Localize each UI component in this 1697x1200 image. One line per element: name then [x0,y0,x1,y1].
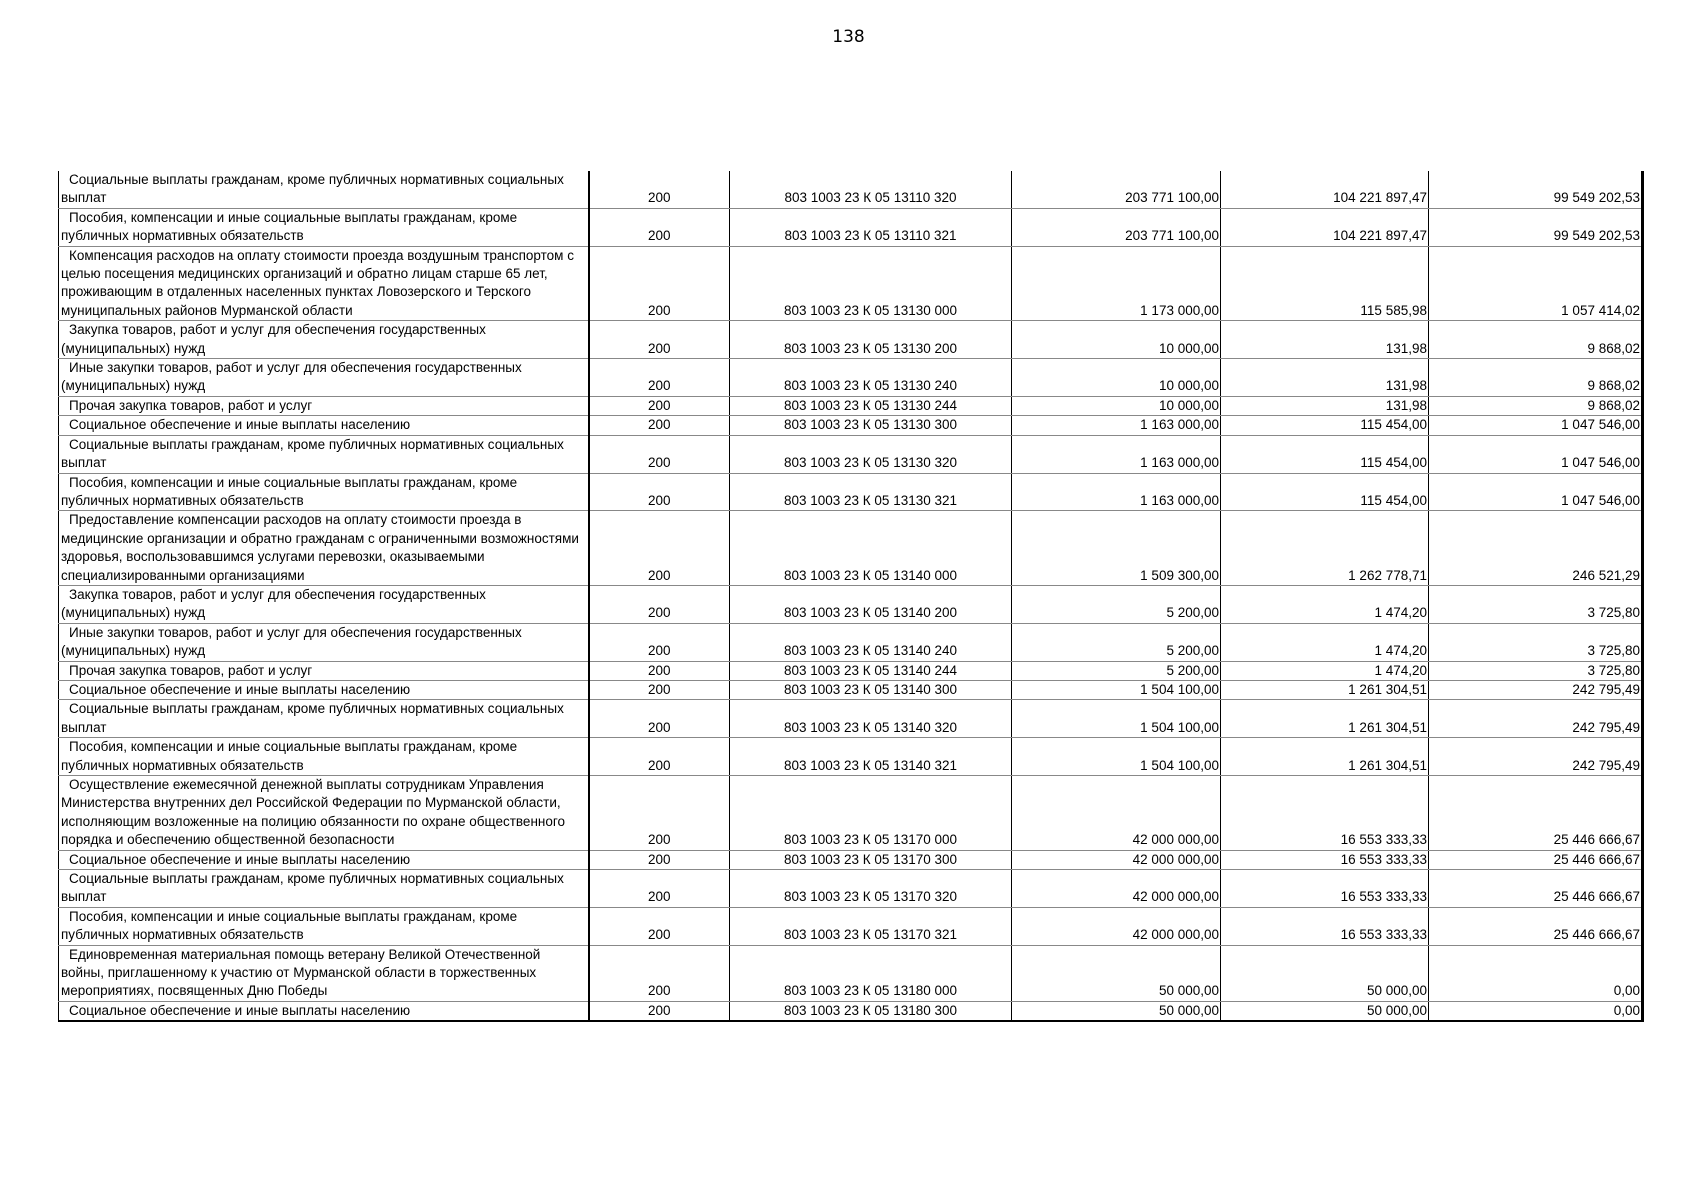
budget-classification-code-cell: 803 1003 23 К 05 13130 000 [730,246,1012,321]
executed-amount-cell: 1 261 304,51 [1221,738,1429,776]
line-code-cell: 200 [589,208,730,246]
approved-amount-cell: 1 504 100,00 [1012,700,1221,738]
line-code-cell: 200 [589,359,730,397]
approved-amount-cell: 203 771 100,00 [1012,171,1221,208]
approved-amount-cell: 10 000,00 [1012,321,1221,359]
unexecuted-amount-cell: 3 725,80 [1429,623,1643,661]
table-body [59,171,1643,1021]
expense-name: Пособия, компенсации и иные социальные выплаты гражданам, кроме публичных нормативных обязательств [61,474,518,508]
executed-amount-cell: 131,98 [1221,396,1429,415]
expense-name: Социальные выплаты гражданам, кроме публичных нормативных социальных выплат [61,436,564,471]
executed-amount-cell: 50 000,00 [1221,945,1429,1001]
expense-name: Прочая закупка товаров, работ и услуг [69,397,313,413]
budget-classification-code-cell: 803 1003 23 К 05 13170 321 [730,907,1012,945]
expense-name-cell [59,171,589,208]
executed-amount-cell: 1 262 778,71 [1221,511,1429,586]
expense-name: Предоставление компенсации расходов на оплату стоимости проезда в медицинские организации и обратно гражданам с ограниченными возможностями здоровья, воспользовавшимся услугами перевозки, оказываемыми специализированными организациями [61,512,579,583]
expense-name-cell [59,396,589,415]
table-row [59,661,1643,680]
line-code-cell: 200 [589,435,730,473]
expense-name-cell [59,585,589,623]
table-row [59,511,1643,586]
executed-amount-cell: 16 553 333,33 [1221,776,1429,851]
table-row [59,321,1643,359]
expense-name: Социальные выплаты гражданам, кроме публичных нормативных социальных выплат [61,172,564,206]
budget-classification-code-cell: 803 1003 23 К 05 13170 320 [730,870,1012,908]
approved-amount-cell: 42 000 000,00 [1012,776,1221,851]
unexecuted-amount-cell: 1 047 546,00 [1429,473,1643,511]
budget-classification-code-cell: 803 1003 23 К 05 13110 320 [730,171,1012,208]
expense-name: Единовременная материальная помощь ветерану Великой Отечественной войны, приглашенному к участию от Мурманской области в торжественных мероприятиях, посвященных Дню Победы [61,946,541,999]
unexecuted-amount-cell: 1 057 414,02 [1429,246,1643,321]
approved-amount-cell: 42 000 000,00 [1012,850,1221,869]
line-code-cell: 200 [589,680,730,699]
executed-amount-cell: 115 454,00 [1221,416,1429,435]
unexecuted-amount-cell: 25 446 666,67 [1429,776,1643,851]
unexecuted-amount-cell: 25 446 666,67 [1429,907,1643,945]
budget-classification-code-cell: 803 1003 23 К 05 13110 321 [730,208,1012,246]
approved-amount-cell: 1 163 000,00 [1012,435,1221,473]
approved-amount-cell: 5 200,00 [1012,661,1221,680]
expense-name-cell [59,850,589,869]
executed-amount-cell: 16 553 333,33 [1221,850,1429,869]
approved-amount-cell: 42 000 000,00 [1012,870,1221,908]
table-row [59,907,1643,945]
table-row [59,396,1643,415]
table-row [59,623,1643,661]
unexecuted-amount-cell: 3 725,80 [1429,585,1643,623]
unexecuted-amount-cell: 1 047 546,00 [1429,435,1643,473]
executed-amount-cell: 104 221 897,47 [1221,208,1429,246]
table-row [59,171,1643,208]
expense-name: Иные закупки товаров, работ и услуг для обеспечения государственных (муниципальных) нужд [61,360,522,394]
executed-amount-cell: 1 261 304,51 [1221,700,1429,738]
approved-amount-cell: 1 504 100,00 [1012,738,1221,776]
expense-name: Закупка товаров, работ и услуг для обеспечения государственных (муниципальных) нужд [61,586,486,621]
expense-name-cell [59,661,589,680]
line-code-cell: 200 [589,870,730,908]
budget-classification-code-cell: 803 1003 23 К 05 13140 244 [730,661,1012,680]
expense-name: Социальное обеспечение и иные выплаты населению [69,851,411,867]
table-row [59,700,1643,738]
budget-execution-table [58,171,1644,1022]
expense-name: Социальное обеспечение и иные выплаты населению [69,417,411,433]
line-code-cell: 200 [589,1001,730,1021]
approved-amount-cell: 10 000,00 [1012,396,1221,415]
approved-amount-cell: 50 000,00 [1012,1001,1221,1021]
table-row [59,416,1643,435]
executed-amount-cell: 1 474,20 [1221,661,1429,680]
unexecuted-amount-cell: 99 549 202,53 [1429,208,1643,246]
line-code-cell: 200 [589,396,730,415]
line-code-cell: 200 [589,850,730,869]
line-code-cell: 200 [589,171,730,208]
line-code-cell: 200 [589,511,730,586]
expense-name-cell [59,473,589,511]
table-row [59,850,1643,869]
expense-name: Осуществление ежемесячной денежной выплаты сотрудникам Управления Министерства внутренних дел Российской Федерации по Мурманской области, исполняющим возложенные на полицию обязанности по охране общественного порядка и обеспечению общественной безопасности [61,777,565,848]
budget-classification-code-cell: 803 1003 23 К 05 13170 000 [730,776,1012,851]
table-row [59,945,1643,1001]
budget-classification-code-cell: 803 1003 23 К 05 13140 240 [730,623,1012,661]
budget-classification-code-cell: 803 1003 23 К 05 13140 200 [730,585,1012,623]
expense-name: Пособия, компенсации и иные социальные выплаты гражданам, кроме публичных нормативных обязательств [61,739,518,773]
executed-amount-cell: 50 000,00 [1221,1001,1429,1021]
approved-amount-cell: 1 163 000,00 [1012,416,1221,435]
line-code-cell: 200 [589,945,730,1001]
expense-name-cell [59,738,589,776]
executed-amount-cell: 131,98 [1221,321,1429,359]
approved-amount-cell: 1 504 100,00 [1012,680,1221,699]
expense-name: Закупка товаров, работ и услуг для обеспечения государственных (муниципальных) нужд [61,322,486,356]
approved-amount-cell: 42 000 000,00 [1012,907,1221,945]
budget-classification-code-cell: 803 1003 23 К 05 13170 300 [730,850,1012,869]
expense-name-cell [59,208,589,246]
unexecuted-amount-cell: 9 868,02 [1429,359,1643,397]
unexecuted-amount-cell: 9 868,02 [1429,396,1643,415]
executed-amount-cell: 131,98 [1221,359,1429,397]
expense-name-cell [59,246,589,321]
expense-name-cell [59,776,589,851]
table-row [59,208,1643,246]
unexecuted-amount-cell: 242 795,49 [1429,738,1643,776]
approved-amount-cell: 50 000,00 [1012,945,1221,1001]
line-code-cell: 200 [589,623,730,661]
expense-name-cell [59,945,589,1001]
unexecuted-amount-cell: 1 047 546,00 [1429,416,1643,435]
line-code-cell: 200 [589,776,730,851]
expense-name: Пособия, компенсации и иные социальные выплаты гражданам, кроме публичных нормативных обязательств [61,908,518,943]
table-row [59,473,1643,511]
unexecuted-amount-cell: 0,00 [1429,945,1643,1001]
expense-name-cell [59,416,589,435]
expense-name-cell [59,321,589,359]
line-code-cell: 200 [589,246,730,321]
table-row [59,738,1643,776]
budget-classification-code-cell: 803 1003 23 К 05 13140 300 [730,680,1012,699]
budget-classification-code-cell: 803 1003 23 К 05 13130 240 [730,359,1012,397]
budget-classification-code-cell: 803 1003 23 К 05 13130 244 [730,396,1012,415]
unexecuted-amount-cell: 0,00 [1429,1001,1643,1021]
approved-amount-cell: 1 163 000,00 [1012,473,1221,511]
budget-classification-code-cell: 803 1003 23 К 05 13140 321 [730,738,1012,776]
executed-amount-cell: 115 454,00 [1221,473,1429,511]
expense-name-cell [59,359,589,397]
line-code-cell: 200 [589,700,730,738]
executed-amount-cell: 1 474,20 [1221,623,1429,661]
page-number: 138 [832,27,865,47]
unexecuted-amount-cell: 246 521,29 [1429,511,1643,586]
expense-name: Социальное обеспечение и иные выплаты населению [69,1002,411,1018]
expense-name: Социальные выплаты гражданам, кроме публичных нормативных социальных выплат [61,701,564,735]
approved-amount-cell: 1 173 000,00 [1012,246,1221,321]
expense-name: Социальные выплаты гражданам, кроме публичных нормативных социальных выплат [61,871,564,905]
expense-name: Пособия, компенсации и иные социальные выплаты гражданам, кроме публичных нормативных обязательств [61,209,518,244]
budget-classification-code-cell: 803 1003 23 К 05 13130 200 [730,321,1012,359]
unexecuted-amount-cell: 9 868,02 [1429,321,1643,359]
table-row [59,435,1643,473]
executed-amount-cell: 1 474,20 [1221,585,1429,623]
table-row [59,776,1643,851]
line-code-cell: 200 [589,661,730,680]
approved-amount-cell: 5 200,00 [1012,585,1221,623]
budget-classification-code-cell: 803 1003 23 К 05 13130 300 [730,416,1012,435]
budget-classification-code-cell: 803 1003 23 К 05 13180 300 [730,1001,1012,1021]
line-code-cell: 200 [589,321,730,359]
line-code-cell: 200 [589,585,730,623]
unexecuted-amount-cell: 25 446 666,67 [1429,870,1643,908]
expense-name-cell [59,907,589,945]
table-row [59,246,1643,321]
budget-classification-code-cell: 803 1003 23 К 05 13130 320 [730,435,1012,473]
approved-amount-cell: 1 509 300,00 [1012,511,1221,586]
table-row [59,870,1643,908]
expense-name-cell [59,680,589,699]
table-row [59,680,1643,699]
line-code-cell: 200 [589,907,730,945]
unexecuted-amount-cell: 242 795,49 [1429,680,1643,699]
table-row [59,359,1643,397]
approved-amount-cell: 10 000,00 [1012,359,1221,397]
expense-name-cell [59,1001,589,1021]
expense-name: Компенсация расходов на оплату стоимости проезда воздушным транспортом с целью посещения медицинских организаций и обратно лицам старше 65 лет, проживающим в отдаленных населенных пунктах Ловозерского и Терского муниципальных районов Мурманской области [61,247,574,318]
expense-name-cell [59,511,589,586]
budget-classification-code-cell: 803 1003 23 К 05 13140 000 [730,511,1012,586]
budget-classification-code-cell: 803 1003 23 К 05 13130 321 [730,473,1012,511]
line-code-cell: 200 [589,416,730,435]
table-row [59,1001,1643,1021]
executed-amount-cell: 104 221 897,47 [1221,171,1429,208]
approved-amount-cell: 5 200,00 [1012,623,1221,661]
executed-amount-cell: 16 553 333,33 [1221,907,1429,945]
expense-name-cell [59,700,589,738]
executed-amount-cell: 115 585,98 [1221,246,1429,321]
expense-name-cell [59,870,589,908]
line-code-cell: 200 [589,738,730,776]
line-code-cell: 200 [589,473,730,511]
expense-name: Социальное обеспечение и иные выплаты населению [69,681,411,697]
expense-name: Иные закупки товаров, работ и услуг для обеспечения государственных (муниципальных) нужд [61,624,522,659]
unexecuted-amount-cell: 25 446 666,67 [1429,850,1643,869]
unexecuted-amount-cell: 99 549 202,53 [1429,171,1643,208]
unexecuted-amount-cell: 3 725,80 [1429,661,1643,680]
approved-amount-cell: 203 771 100,00 [1012,208,1221,246]
budget-classification-code-cell: 803 1003 23 К 05 13180 000 [730,945,1012,1001]
expense-name-cell [59,623,589,661]
executed-amount-cell: 16 553 333,33 [1221,870,1429,908]
expense-name: Прочая закупка товаров, работ и услуг [69,662,313,678]
executed-amount-cell: 1 261 304,51 [1221,680,1429,699]
table-row [59,585,1643,623]
unexecuted-amount-cell: 242 795,49 [1429,700,1643,738]
budget-classification-code-cell: 803 1003 23 К 05 13140 320 [730,700,1012,738]
executed-amount-cell: 115 454,00 [1221,435,1429,473]
expense-name-cell [59,435,589,473]
